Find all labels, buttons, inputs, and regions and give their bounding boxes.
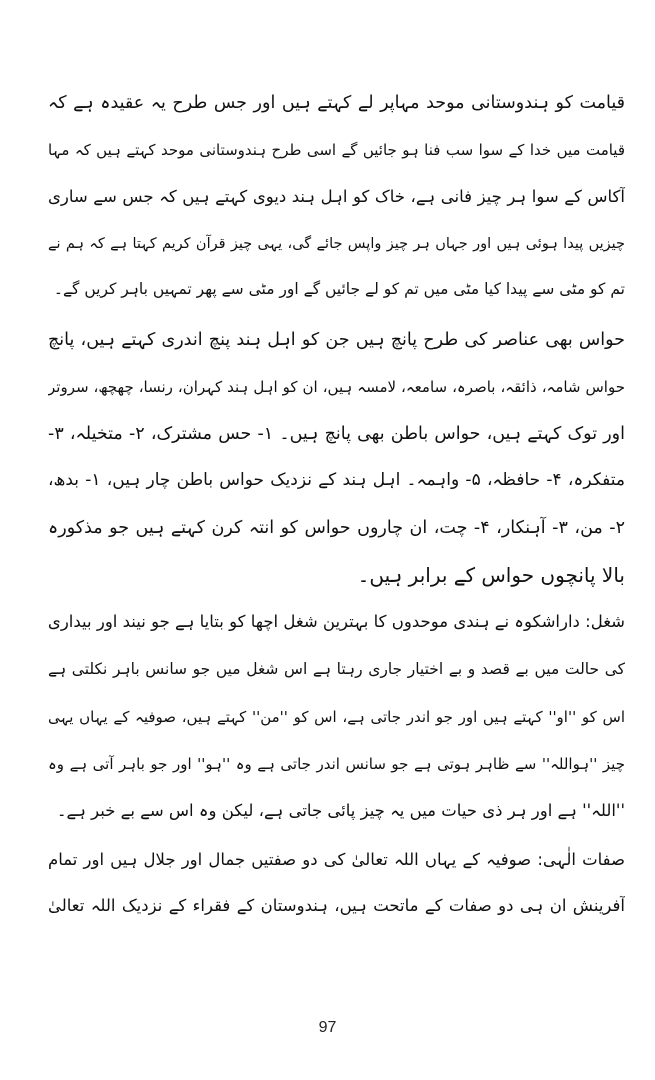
text-line: چیزیں پیدا ہوئی ہیں اور جہاں ہر چیز واپس جائے گی، یہی چیز قرآن کریم کہتا ہے کہ ہم نے xyxy=(48,236,625,252)
text-line: قیامت کو ہندوستانی موحد مہاپر لے کہتے ہیں اور جس طرح یہ عقیدہ ہے کہ xyxy=(48,93,625,113)
text-line: قیامت میں خدا کے سوا سب فنا ہو جائیں گے اسی طرح ہندوستانی موحد کہتے ہیں کہ مہا xyxy=(48,141,625,159)
text-line: صفات الٰہی: صوفیہ کے یہاں اللہ تعالیٰ کی دو صفتیں جمال اور جلال ہیں اور تمام xyxy=(48,850,625,869)
text-line: اس کو ''او'' کہتے ہیں اور جو اندر جاتی ہے، اس کو ''من'' کہتے ہیں، صوفیہ کے یہاں یہی xyxy=(48,708,625,726)
text-line: شغل: داراشکوہ نے ہندی موحدوں کا بہترین شغل اچھا کو بتایا ہے جو نیند اور بیداری xyxy=(48,612,625,631)
text-line: ۲- من، ۳- آہنکار، ۴- چت، ان چاروں حواس کو انتہ کرن کہتے ہیں جو مذکورہ xyxy=(48,518,625,538)
text-line: آکاس کے سوا ہر چیز فانی ہے، خاک کو اہل ہند دیوی کہتے ہیں کہ جس سے ساری xyxy=(48,187,625,206)
text-line: ''اللہ'' ہے اور ہر ذی حیات میں یہ چیز پائی جاتی ہے، لیکن وہ اس سے بے خبر ہے۔ xyxy=(56,801,625,820)
page-number: 97 xyxy=(318,1019,337,1036)
text-line: بالا پانچوں حواس کے برابر ہیں۔ xyxy=(357,563,625,587)
text-line: حواس شامہ، ذائقہ، باصرہ، سامعہ، لامسہ ہیں، ان کو اہل ہند کہران، رنسا، چھچھ، سروتر xyxy=(48,378,625,396)
text-line: اور توک کہتے ہیں، حواس باطن بھی پانچ ہیں۔ ۱- حس مشترک، ۲- متخیلہ، ۳- xyxy=(48,424,625,444)
text-line: متفکرہ، ۴- حافظہ، ۵- واہمہ۔ اہل ہند کے نزدیک حواس باطن چار ہیں، ۱- بدھ، xyxy=(48,470,625,490)
text-line: تم کو مٹی سے پیدا کیا مٹی میں تم کو لے جائیں گے اور مٹی سے پھر تمہیں باہر کریں گے۔ xyxy=(53,280,625,298)
text-line: آفرینش ان ہی دو صفات کے ماتحت ہیں، ہندوستان کے فقراء کے نزدیک اللہ تعالیٰ xyxy=(48,896,625,915)
text-line: کی حالت میں بے قصد و بے اختیار جاری رہتا ہے اس شغل میں جو سانس باہر نکلتی ہے xyxy=(48,660,625,678)
text-line: حواس بھی عناصر کی طرح پانچ ہیں جن کو اہل ہند پنچ اندری کہتے ہیں، پانچ xyxy=(48,330,625,350)
text-line: چیز ''ہواللہ'' سے ظاہر ہوتی ہے جو سانس اندر جاتی ہے وہ ''ہو'' اور جو باہر آتی ہے وہ xyxy=(48,755,625,773)
